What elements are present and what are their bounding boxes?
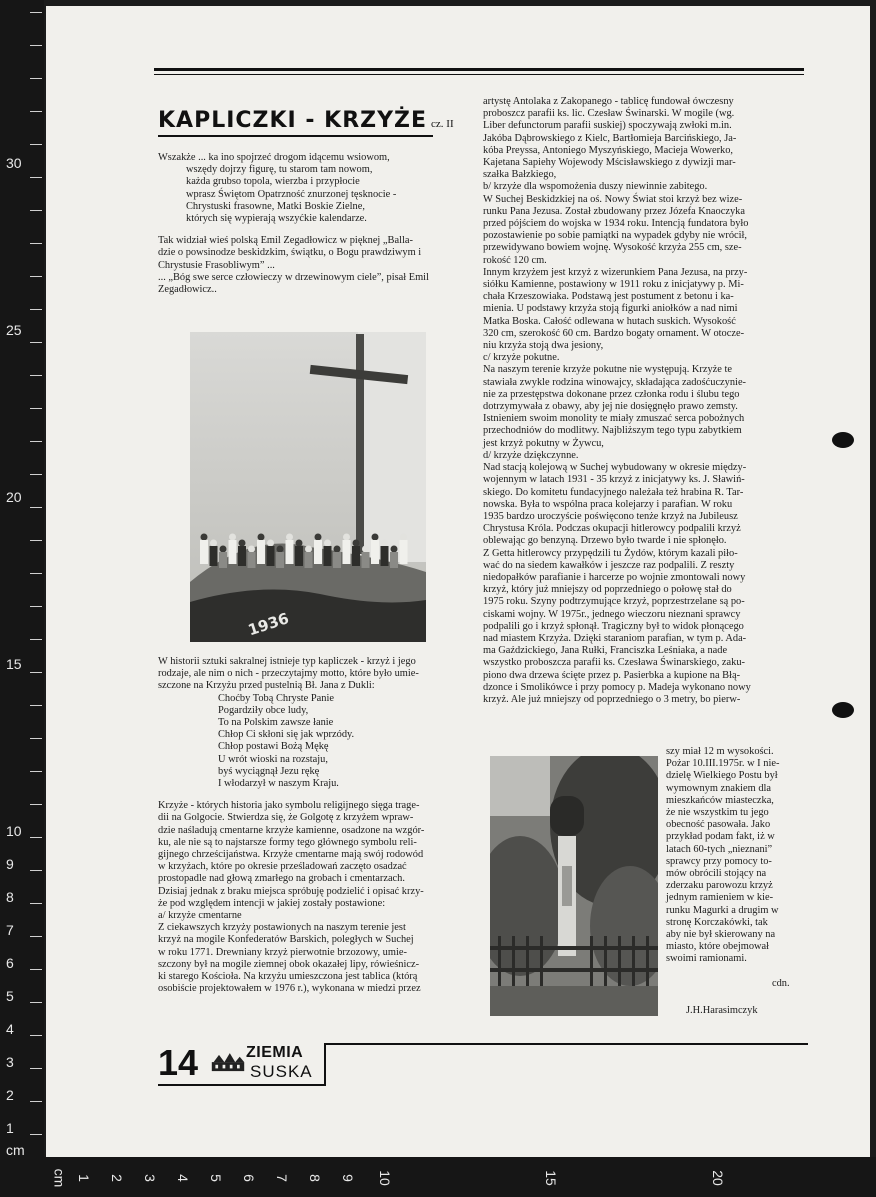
continued-note: cdn. bbox=[772, 978, 790, 989]
pilgrim-head bbox=[239, 540, 246, 547]
text-line: artystę Antolaka z Zakopanego - tablicę fundował ówczesny bbox=[483, 96, 734, 107]
ruler-tick bbox=[30, 474, 42, 475]
ruler-label: 20 bbox=[709, 1170, 726, 1186]
text-line: Liber defunctorum parafii suskiej) spoczywają zwłoki m.in. bbox=[483, 120, 732, 132]
poem-line: Chłop postawi Bożą Mękę bbox=[218, 741, 329, 753]
ruler-tick bbox=[30, 804, 42, 805]
poem-line: U wrót wioski na rozstaju, bbox=[218, 753, 328, 765]
text-line: krzyż na mogile Konfederatów Barskich, poległych w Suchej bbox=[158, 934, 414, 946]
pilgrim-head bbox=[229, 534, 236, 541]
text-line: że nie wszystkim tu jego bbox=[666, 807, 769, 819]
ruler-label: 1 bbox=[6, 1120, 14, 1136]
text-line: runku Magurki a drugim w bbox=[666, 904, 779, 916]
verse-line: wszędy dojrzy figurę, tu starom tam nowom, bbox=[186, 164, 373, 176]
text-line: Krzyże - których historia jako symbolu religijnego sięga trage- bbox=[158, 800, 420, 812]
text-line: nad miastem Krzyża. Dzięki staraniom parafian, w tym p. Ada- bbox=[483, 632, 747, 644]
text-line: stawiała zwykle rodzina winowajcy, składająca zadośćuczynie- bbox=[483, 376, 747, 388]
pilgrim-body bbox=[343, 540, 351, 564]
text-line: W historii sztuki sakralnej istnieje typ kapliczek - krzyż i jego bbox=[158, 656, 416, 667]
pilgrim-head bbox=[201, 534, 208, 541]
footer-rule bbox=[158, 1084, 324, 1086]
ruler-label: 15 bbox=[542, 1170, 559, 1186]
ruler-tick bbox=[30, 771, 42, 772]
town-logo-icon bbox=[210, 1048, 246, 1078]
pilgrim-body bbox=[248, 552, 256, 568]
pilgrim-head bbox=[353, 540, 360, 547]
ruler-label: cm bbox=[51, 1168, 68, 1188]
text-line: Jakóba Dąbrowskiego z Kielc, Bartłomieja Barcińskiego, Ja- bbox=[483, 132, 737, 144]
pilgrim-body bbox=[314, 540, 322, 564]
text-line: dzielę Wielkiego Postu był bbox=[666, 770, 778, 782]
text-line: ... „Bóg swe serce człowieczy w drzewinowym ciele”, pisał Emil bbox=[158, 271, 429, 283]
text-line: szałka Bałzkiego, bbox=[483, 169, 557, 181]
pilgrim-body bbox=[200, 540, 208, 564]
top-rule-thin bbox=[154, 74, 804, 75]
pilgrim-body bbox=[371, 540, 379, 564]
text-line: krzyż. Ale już mniejszy od poprzedniego o 3 metry, bo pierw- bbox=[483, 693, 741, 705]
text-line: Zegadłowicz.. bbox=[158, 284, 217, 296]
text-line: 1975 roku. Szyny podtrzymujące krzyż, poprzestrzelane są po- bbox=[483, 596, 745, 608]
poem-line: byś wyciągnął Jezu rękę bbox=[218, 765, 320, 777]
text-line: niedopałków parafianie i harcerze po wojnie zmontowali nowy bbox=[483, 571, 746, 583]
ruler-label: 1 bbox=[75, 1174, 92, 1182]
ruler-tick bbox=[30, 243, 42, 244]
right-column-text bbox=[483, 96, 793, 706]
text-line: krzyż, który już mniejszy od poprzedniego o połowę stał do bbox=[483, 584, 732, 596]
left-column-bottom bbox=[158, 656, 470, 995]
pilgrim-head bbox=[296, 540, 303, 547]
text-line: oblewając go benzyną. Drzewo było twarde i nie spłonęło. bbox=[483, 535, 727, 547]
article-title bbox=[158, 108, 454, 133]
magazine-page bbox=[46, 6, 870, 1157]
text-line: dzie o powsinodze beskidzkim, świątku, o Bogu prawdziwym i bbox=[158, 247, 422, 259]
pilgrim-body bbox=[257, 540, 265, 564]
ruler-tick bbox=[30, 606, 42, 607]
pilgrim-head bbox=[248, 546, 255, 553]
ruler-tick bbox=[30, 1002, 42, 1003]
text-line: chała Krzeszowiaka. Podstawą jest postument z betonu i ka- bbox=[483, 291, 734, 303]
text-line: Z Getta hitlerowcy przypędzili tu Żydów, którym kazali piło- bbox=[483, 547, 738, 559]
text-line: szy miał 12 m wysokości. bbox=[666, 746, 774, 757]
right-narrow-column bbox=[666, 746, 796, 966]
text-line: osobiście projektowałem w 1976 r.), wykonana w miedzi przez bbox=[158, 983, 421, 995]
pilgrim-body bbox=[362, 552, 370, 568]
photo-cross-with-pilgrims bbox=[190, 332, 426, 642]
pilgrim-head bbox=[220, 546, 227, 553]
pilgrim-head bbox=[391, 546, 398, 553]
footer-rule-top bbox=[324, 1043, 808, 1045]
text-line: dotrzymywała z obawy, aby jej nie dosięgnęło prawo zemsty. bbox=[483, 401, 738, 413]
text-line: obecność pasowała. Jako bbox=[666, 819, 771, 831]
ruler-label: 6 bbox=[240, 1174, 257, 1182]
ruler-label: 7 bbox=[6, 922, 14, 938]
pilgrim-body bbox=[219, 552, 227, 568]
verse-line: których się wypierają wszyćkie kalendarze. bbox=[186, 213, 367, 225]
text-line: Chrystusa Króla. Podczas okupacji hitlerowcy podpalili krzyż bbox=[483, 523, 741, 535]
motto-poem bbox=[158, 693, 470, 791]
author-signature: J.H.Harasimczyk bbox=[686, 1005, 758, 1016]
pilgrim-head bbox=[343, 534, 350, 541]
verse-line: Wszakże ... ka ino spojrzeć drogom idącemu wsiowom, bbox=[158, 152, 390, 163]
text-line: Z ciekawszych krzyży postawionych na naszym terenie jest bbox=[158, 922, 406, 934]
punch-hole bbox=[832, 702, 854, 718]
photo-year-inscription: 1936 bbox=[245, 609, 292, 640]
poem-line: Pogardziły obce ludy, bbox=[218, 704, 309, 716]
intro-paragraph bbox=[158, 235, 470, 296]
text-line: przewidywano bowiem wojnę. Wysokość krzyża 255 cm, sze- bbox=[483, 242, 742, 254]
text-line: Innym krzyżem jest krzyż z wizerunkiem Pana Jezusa, na przy- bbox=[483, 266, 748, 278]
text-line: zderzaku parowozu krzyż bbox=[666, 880, 773, 892]
paragraph-cross-history bbox=[158, 800, 470, 995]
text-line: Chrystusie Frasobliwym” ... bbox=[158, 259, 275, 271]
text-line: kóba Preyssa, Antoniego Myszyńskiego, Macieja Wowerko, bbox=[483, 144, 734, 156]
ruler-label: 20 bbox=[6, 489, 22, 505]
text-line: mieszkańców miasteczka, bbox=[666, 794, 774, 806]
pilgrim-head bbox=[286, 534, 293, 541]
text-line: latach 60-tych „nieznani” bbox=[666, 843, 773, 855]
text-line: ma Gaździckiego, Jana Rułki, Franciszka Leśniaka, a nade bbox=[483, 645, 728, 657]
text-line: wać do na siedem kawałków i jeszcze raz podpalili. Z reszty bbox=[483, 559, 735, 571]
pilgrim-body bbox=[286, 540, 294, 564]
article-title-suffix: cz. II bbox=[431, 118, 454, 130]
ruler-tick bbox=[30, 1101, 42, 1102]
text-line: Kajetana Sapiehy Wojewody Mścisławskiego z dywizji mar- bbox=[483, 157, 736, 169]
ruler-label: 3 bbox=[6, 1054, 14, 1070]
ruler-tick bbox=[30, 441, 42, 442]
verse-line: Chrystuski frasowne, Matki Boskie Zielne, bbox=[186, 200, 365, 212]
text-line: gijnego chrześcijaństwa. Krzyże cmentarne mają swój rodowód bbox=[158, 849, 424, 861]
text-line: jest krzyż pokutny w Żywcu, bbox=[483, 437, 604, 449]
text-line: aby nie był skierowany na bbox=[666, 929, 776, 941]
ruler-label: 10 bbox=[6, 823, 22, 839]
ruler-tick bbox=[30, 342, 42, 343]
text-line: ku, ale nie są to najstarsze formy tego głównego symbolu reli- bbox=[158, 836, 417, 848]
pilgrim-head bbox=[267, 540, 274, 547]
text-line: d/ krzyże dziękczynne. bbox=[483, 449, 579, 461]
ruler-label: 5 bbox=[207, 1174, 224, 1182]
pilgrim-body bbox=[210, 546, 218, 566]
text-line: swoimi ramionami. bbox=[666, 953, 747, 965]
text-line: nie za przestępstwa dokonane przez członka rodu i ślubu tego bbox=[483, 388, 740, 400]
pilgrim-head bbox=[210, 540, 217, 547]
left-column-top bbox=[158, 152, 470, 296]
ruler-label: 6 bbox=[6, 955, 14, 971]
text-line: sprawcy przy pomocy to- bbox=[666, 855, 772, 867]
ruler-tick bbox=[30, 903, 42, 904]
pilgrim-body bbox=[238, 546, 246, 566]
verse-line: wprasz Świętom Opatrzność znurzonej tęsknocie - bbox=[186, 188, 397, 200]
poem-line: To na Polskim zawsze łanie bbox=[218, 717, 334, 729]
text-line: dzonce i Smolikówce i przy pomocy p. Madeja wykonano nowy bbox=[483, 681, 751, 693]
pilgrim-head bbox=[400, 534, 407, 541]
verse-line: każda grubso topola, wierzba i przypłocie bbox=[186, 176, 360, 188]
ruler-label: 4 bbox=[174, 1174, 191, 1182]
punch-hole bbox=[832, 432, 854, 448]
text-line: nowska. Była to wspólna praca kolejarzy i parafian. W roku bbox=[483, 498, 733, 510]
ruler-tick bbox=[30, 309, 42, 310]
ruler-tick bbox=[30, 45, 42, 46]
text-line: siółku Kamienne, postawiony w 1911 roku z inicjatywy p. Mi- bbox=[483, 279, 744, 291]
pilgrim-body bbox=[305, 552, 313, 568]
ruler-tick bbox=[30, 870, 42, 871]
text-line: proboszcz parafii ks. lic. Czesław Świnarski. W mogile (wg. bbox=[483, 108, 735, 120]
ruler-tick bbox=[30, 969, 42, 970]
ruler-tick bbox=[30, 1134, 42, 1135]
text-line: szczony był na mogile ziemnej obok okazałej lipy, rówieśnicz- bbox=[158, 958, 420, 970]
text-line: Na naszym terenie krzyże pokutne nie występują. Krzyże te bbox=[483, 364, 732, 376]
text-line: dzie naśladują cmentarne krzyże kamienne, osadzone na wzgór- bbox=[158, 824, 425, 836]
bottom-ruler bbox=[0, 1157, 876, 1197]
ruler-label: 15 bbox=[6, 656, 22, 672]
text-line: Matka Boska. Całość odlewana w hutach suskich. Wysokość bbox=[483, 315, 736, 327]
text-line: niu krzyża stoją dwa jesiony, bbox=[483, 340, 604, 352]
text-line: w krzyżach, które po okresie prześladowań zaczęto osadzać bbox=[158, 861, 407, 873]
pilgrim-body bbox=[400, 540, 408, 564]
text-line: przechodniów do modlitwy. Najbliższym tego typu zabytkiem bbox=[483, 425, 742, 437]
right-narrow-text bbox=[666, 746, 796, 966]
text-line: wszystko proboszcza parafii ks. Czesława Świnarskiego, zaku- bbox=[483, 657, 745, 669]
text-line: a/ krzyże cmentarne bbox=[158, 910, 242, 922]
text-line: miasto, które obejmował bbox=[666, 941, 770, 953]
text-line: 1935 bardzo uroczyście poświęcono tenże krzyż na Jubileusz bbox=[483, 510, 738, 522]
pilgrim-body bbox=[352, 546, 360, 566]
text-line: 320 cm, szerokość 60 cm. Bardzo bogaty ornament. W otocze- bbox=[483, 327, 745, 339]
text-line: przykład podam fakt, iż w bbox=[666, 831, 775, 843]
ruler-tick bbox=[30, 738, 42, 739]
pilgrim-body bbox=[295, 546, 303, 566]
text-line: jednym ramieniem w kie- bbox=[666, 892, 774, 904]
text-line: b/ krzyże dla wspomożenia duszy niewinnie zabitego. bbox=[483, 181, 708, 193]
ruler-tick bbox=[30, 705, 42, 706]
pilgrim-head bbox=[305, 546, 312, 553]
masthead-ziemia: ZIEMIA bbox=[246, 1044, 304, 1061]
text-line: dii na Golgocie. Stwierdza się, że Golgotę z krzyżem wpraw- bbox=[158, 812, 414, 824]
pilgrim-body bbox=[333, 552, 341, 568]
ruler-label: 9 bbox=[6, 856, 14, 872]
ruler-tick bbox=[30, 375, 42, 376]
text-line: pozostawienie po sobie pamiątki na wypadek gdyby nie wrócił, bbox=[483, 230, 748, 242]
pilgrim-head bbox=[324, 540, 331, 547]
pilgrim-body bbox=[276, 552, 284, 568]
text-line: Tak widział wieś polską Emil Zegadłowicz w pięknej „Balla- bbox=[158, 235, 413, 247]
text-line: mienia. U podstawy krzyża stoją figurki aniołków a nad nimi bbox=[483, 303, 738, 315]
ruler-tick bbox=[30, 144, 42, 145]
ruler-tick bbox=[30, 78, 42, 79]
paragraph-sacred-art bbox=[158, 656, 470, 693]
ruler-tick bbox=[30, 573, 42, 574]
intro-verse bbox=[158, 152, 470, 225]
text-line: piono dwa drzewa ścięte przez p. Pasierbka a kupione na Błą- bbox=[483, 669, 741, 681]
left-ruler bbox=[0, 0, 44, 1197]
ruler-tick bbox=[30, 408, 42, 409]
text-line: przed pójściem do wojska w 1934 roku. Intencją fundatora było bbox=[483, 218, 749, 230]
footer-rule-vertical bbox=[324, 1043, 326, 1086]
right-column bbox=[483, 96, 793, 706]
ruler-tick bbox=[30, 507, 42, 508]
ruler-tick bbox=[30, 111, 42, 112]
text-line: w roku 1771. Drewniany krzyż pierwotnie brzozowy, umie- bbox=[158, 946, 407, 958]
text-line: rodzaje, ale nim o nich - przeczytajmy motto, które było umie- bbox=[158, 668, 419, 680]
text-line: rokość 120 cm. bbox=[483, 254, 547, 266]
ruler-label: 8 bbox=[306, 1174, 323, 1182]
pilgrim-body bbox=[390, 552, 398, 568]
text-line: stronę Korczakówki, tak bbox=[666, 916, 768, 928]
ruler-label: 7 bbox=[273, 1174, 290, 1182]
article-title-text: KAPLICZKI - KRZYŻE bbox=[158, 108, 428, 133]
ruler-tick bbox=[30, 639, 42, 640]
text-line: wymownym znakiem dla bbox=[666, 782, 772, 794]
poem-line: Chłop Ci skłoni się jak wprzódy. bbox=[218, 729, 355, 741]
text-line: skiego. Do komitetu fundacyjnego należała też hrabina R. Tar- bbox=[483, 486, 744, 498]
ruler-label: 25 bbox=[6, 322, 22, 338]
pilgrim-head bbox=[362, 546, 369, 553]
ruler-label: 2 bbox=[6, 1087, 14, 1103]
ruler-tick bbox=[30, 1068, 42, 1069]
pilgrim-head bbox=[277, 546, 284, 553]
page-number: 14 bbox=[158, 1042, 199, 1083]
ruler-tick bbox=[30, 837, 42, 838]
pilgrim-head bbox=[315, 534, 322, 541]
pilgrim-head bbox=[381, 540, 388, 547]
poem-line: I włodarzył w naszym Kraju. bbox=[218, 778, 339, 790]
text-line: podpalili go i krzyż spłonął. Tragiczny był to widok płonącego bbox=[483, 620, 744, 632]
title-underline bbox=[158, 135, 433, 137]
text-line: mów obrócili stojący na bbox=[666, 868, 767, 880]
text-line: W Suchej Beskidzkiej na oś. Nowy Świat stoi krzyż bez wize- bbox=[483, 193, 743, 205]
ruler-tick bbox=[30, 672, 42, 673]
masthead-suska: SUSKA bbox=[250, 1062, 313, 1081]
text-line: Pożar 10.III.1975r. w I nie- bbox=[666, 758, 780, 770]
ruler-tick bbox=[30, 936, 42, 937]
poem-line: Choćby Tobą Chryste Panie bbox=[218, 692, 334, 704]
ruler-label: 10 bbox=[376, 1170, 393, 1186]
ruler-tick bbox=[30, 276, 42, 277]
ruler-label: 3 bbox=[141, 1174, 158, 1182]
text-line: runku Pana Jezusa. Został zbudowany przez Józefa Knaoczyka bbox=[483, 205, 745, 217]
photo-roadside-cross bbox=[490, 756, 658, 1016]
text-line: prostopadle nad głową zmarłego na grobach i cmentarzach. bbox=[158, 873, 405, 885]
ruler-label: 2 bbox=[108, 1174, 125, 1182]
ruler-label: 5 bbox=[6, 988, 14, 1004]
ruler-label: 4 bbox=[6, 1021, 14, 1037]
pilgrim-body bbox=[381, 546, 389, 566]
text-line: że pod względem intencji w jakiej zostały postawione: bbox=[158, 897, 386, 909]
text-line: wojennym w latach 1931 - 35 krzyż z inicjatywy ks. J. Sławiń- bbox=[483, 474, 745, 486]
ruler-label: 30 bbox=[6, 155, 22, 171]
text-line: Istnieniem swoim monolity te miały zmuszać serca pobożnych bbox=[483, 413, 745, 425]
ruler-tick bbox=[30, 12, 42, 13]
ruler-label: cm bbox=[6, 1142, 25, 1158]
ruler-label: 8 bbox=[6, 889, 14, 905]
text-line: ki starego Kościoła. Na krzyżu umieszczona jest tablica (którą bbox=[158, 971, 418, 983]
pilgrim-head bbox=[258, 534, 265, 541]
ruler-label: 9 bbox=[339, 1174, 356, 1182]
top-rule bbox=[154, 68, 804, 71]
text-line: Dzisiaj jednak z braku miejsca spróbuję podzielić i opisać krzy- bbox=[158, 885, 424, 897]
pilgrim-body bbox=[324, 546, 332, 566]
text-line: Nad stacją kolejową w Suchej wybudowany w okresie między- bbox=[483, 462, 747, 474]
pilgrim-head bbox=[334, 546, 341, 553]
text-line: c/ krzyże pokutne. bbox=[483, 352, 560, 364]
ruler-tick bbox=[30, 210, 42, 211]
ruler-tick bbox=[30, 540, 42, 541]
pilgrim-head bbox=[372, 534, 379, 541]
text-line: szczone na Krzyżu przed pustelnią Bł. Jana z Dukli: bbox=[158, 680, 375, 692]
pilgrim-body bbox=[267, 546, 275, 566]
text-line: ciskami wojny. W 1975r., jednego wieczoru nieznani sprawcy bbox=[483, 608, 741, 620]
pilgrim-body bbox=[229, 540, 237, 564]
ruler-tick bbox=[30, 1035, 42, 1036]
ruler-tick bbox=[30, 177, 42, 178]
